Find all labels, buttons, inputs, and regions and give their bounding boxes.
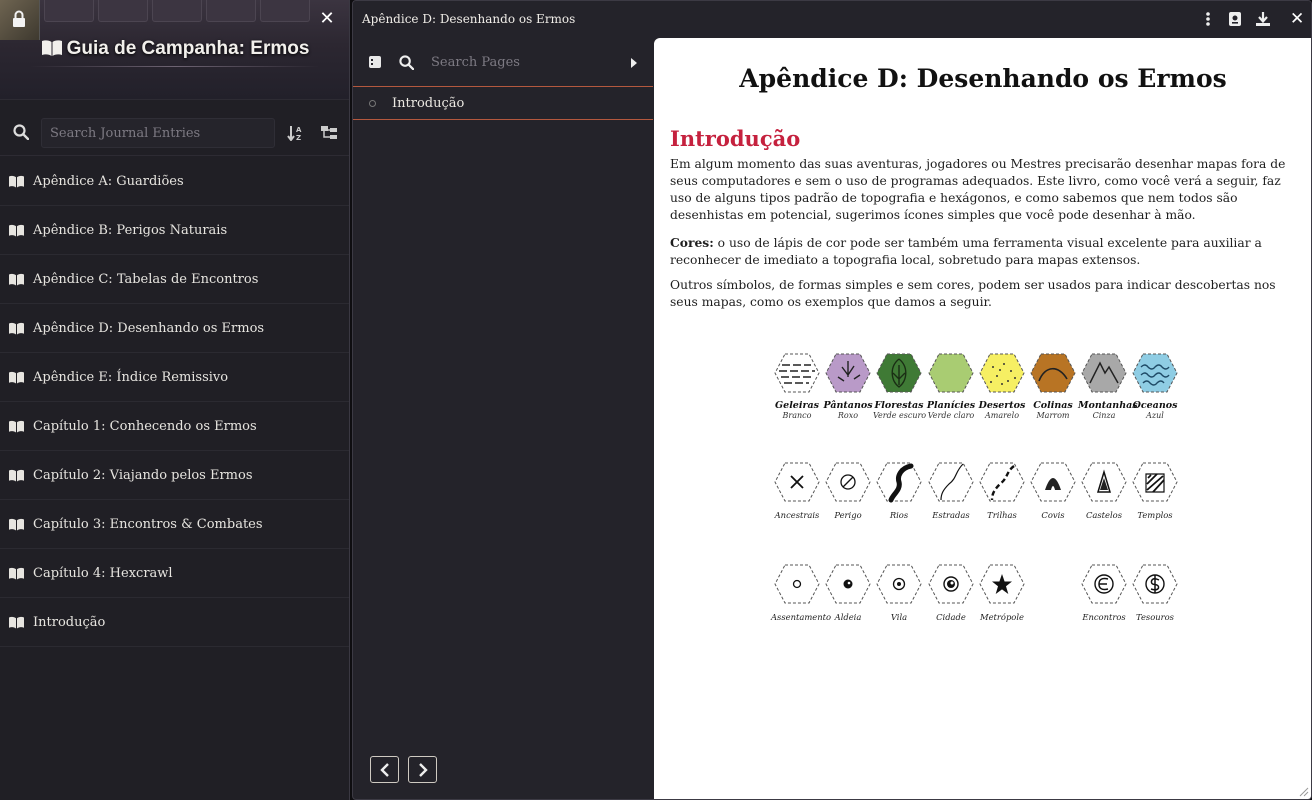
journal-entry[interactable] bbox=[0, 598, 350, 647]
window-header[interactable] bbox=[353, 1, 1312, 38]
terrain-color-name: Verde claro bbox=[927, 411, 975, 420]
terrain-color-name: Roxo bbox=[837, 411, 859, 420]
header-decoration bbox=[152, 0, 202, 22]
sidebar-title bbox=[0, 38, 350, 60]
hex-oceanos-icon bbox=[1131, 351, 1179, 395]
terrain-color-name: Amarelo bbox=[984, 411, 1020, 420]
journal-entry-label: Apêndice A: Guardiões bbox=[33, 173, 184, 189]
book-open-icon bbox=[8, 518, 25, 531]
hex-montanhas-icon bbox=[1080, 351, 1128, 395]
book-open-icon bbox=[8, 322, 25, 335]
symbol-legend-item bbox=[976, 460, 1028, 520]
symbol-name: Castelos bbox=[1085, 510, 1123, 520]
hex-planicies-icon bbox=[927, 351, 975, 395]
journal-search-bar bbox=[0, 110, 350, 156]
terrain-name: Desertos bbox=[978, 400, 1026, 411]
sidebar-toggle-icon[interactable] bbox=[368, 55, 382, 69]
terrain-color-name: Azul bbox=[1146, 411, 1164, 420]
book-open-icon bbox=[8, 371, 25, 384]
colors-label: Cores: bbox=[670, 235, 714, 250]
sidebar-header bbox=[0, 0, 350, 100]
river-icon bbox=[875, 460, 923, 504]
symbol-name: Ancestrais bbox=[774, 510, 820, 520]
terrain-name: Colinas bbox=[1033, 400, 1073, 411]
header-decoration bbox=[260, 0, 310, 22]
road-icon bbox=[927, 460, 975, 504]
journal-entry-label: Capítulo 3: Encontros & Combates bbox=[33, 516, 263, 532]
symbol-legend-item bbox=[873, 562, 925, 622]
svg-text:A: A bbox=[296, 126, 302, 134]
journal-entry-label: Apêndice C: Tabelas de Encontros bbox=[33, 271, 259, 287]
next-page-button[interactable] bbox=[408, 756, 437, 783]
page-list bbox=[353, 88, 653, 120]
terrain-name: Florestas bbox=[874, 400, 924, 411]
journal-entry-label: Capítulo 1: Conhecendo os Ermos bbox=[33, 418, 257, 434]
hex-desertos-icon bbox=[978, 351, 1026, 395]
journal-entry-list bbox=[0, 157, 350, 647]
journal-entry[interactable] bbox=[0, 304, 350, 353]
book-open-icon bbox=[8, 224, 25, 237]
journal-sidebar bbox=[0, 0, 350, 800]
journal-entry-label: Apêndice E: Índice Remissivo bbox=[33, 369, 229, 385]
symbol-name: Assentamento bbox=[771, 612, 832, 622]
temple-icon bbox=[1131, 460, 1179, 504]
header-decoration bbox=[44, 0, 94, 22]
book-open-icon bbox=[8, 420, 25, 433]
symbols-paragraph: Outros símbolos, de formas simples e sem cores, podem ser usados para indicar descobertas nos seus mapas, como os exemplos que damos a seguir. bbox=[670, 278, 1276, 309]
book-open-icon bbox=[8, 616, 25, 629]
symbol-name: Cidade bbox=[936, 612, 966, 622]
journal-entry[interactable] bbox=[0, 255, 350, 304]
journal-entry-label: Apêndice B: Perigos Naturais bbox=[33, 222, 228, 238]
symbol-name: Templos bbox=[1137, 510, 1173, 520]
resize-handle-icon[interactable] bbox=[1299, 787, 1309, 797]
hex-geleiras-icon bbox=[773, 351, 821, 395]
header-decoration bbox=[98, 0, 148, 22]
trail-icon bbox=[978, 460, 1026, 504]
folder-tree-icon[interactable] bbox=[320, 125, 338, 141]
download-icon[interactable] bbox=[1255, 11, 1271, 27]
search-icon bbox=[399, 55, 414, 70]
symbol-name: Covis bbox=[1041, 510, 1065, 520]
lair-icon bbox=[1029, 460, 1077, 504]
page-search-input[interactable] bbox=[431, 51, 611, 73]
document-icon[interactable] bbox=[1228, 11, 1242, 27]
journal-entry[interactable] bbox=[0, 206, 350, 255]
journal-entry-label: Capítulo 4: Hexcrawl bbox=[33, 565, 173, 581]
settlement-icon bbox=[773, 562, 821, 606]
journal-entry[interactable] bbox=[0, 157, 350, 206]
encounter-icon bbox=[1080, 562, 1128, 606]
danger-icon bbox=[824, 460, 872, 504]
terrain-name: Montanhas bbox=[1078, 400, 1138, 411]
journal-entry[interactable] bbox=[0, 500, 350, 549]
lock-icon bbox=[8, 8, 30, 30]
terrain-name: Planícies bbox=[926, 400, 976, 411]
symbol-legend-item bbox=[822, 460, 874, 520]
terrain-legend-item bbox=[771, 351, 823, 420]
journal-entry[interactable] bbox=[0, 353, 350, 402]
close-icon[interactable]: ✕ bbox=[1290, 9, 1305, 29]
page-list-label: Introdução bbox=[392, 96, 465, 111]
symbol-legend-item bbox=[1129, 562, 1181, 622]
terrain-name: Geleiras bbox=[775, 400, 819, 411]
symbol-legend-item bbox=[1129, 460, 1181, 520]
symbol-legend-item bbox=[1027, 460, 1079, 520]
hex-florestas-icon bbox=[875, 351, 923, 395]
symbol-legend-item bbox=[976, 562, 1028, 622]
symbol-name: Tesouros bbox=[1136, 612, 1174, 622]
symbol-legend-item bbox=[771, 562, 832, 622]
book-open-icon bbox=[8, 469, 25, 482]
terrain-legend-item bbox=[822, 351, 874, 420]
terrain-color-name: Branco bbox=[782, 411, 812, 420]
search-icon bbox=[13, 124, 29, 140]
journal-entry[interactable] bbox=[0, 402, 350, 451]
terrain-legend-item bbox=[976, 351, 1028, 420]
page-content bbox=[654, 38, 1312, 800]
treasure-icon bbox=[1131, 562, 1179, 606]
symbol-name: Vila bbox=[890, 612, 908, 622]
symbol-legend-item bbox=[1078, 460, 1130, 520]
symbol-name: Rios bbox=[889, 510, 909, 520]
symbol-name: Aldeia bbox=[834, 612, 862, 622]
journal-search-input[interactable] bbox=[41, 118, 275, 148]
journal-entry[interactable] bbox=[0, 451, 350, 500]
chevron-left-icon bbox=[380, 763, 390, 777]
caret-right-icon[interactable] bbox=[630, 57, 638, 69]
book-open-icon bbox=[8, 175, 25, 188]
city-icon bbox=[927, 562, 975, 606]
journal-window bbox=[352, 0, 1312, 800]
town-icon bbox=[875, 562, 923, 606]
symbol-name: Estradas bbox=[932, 510, 970, 520]
symbol-legend-item bbox=[1078, 562, 1130, 622]
x-mark-icon bbox=[773, 460, 821, 504]
sort-alpha-icon[interactable] bbox=[287, 125, 305, 141]
symbol-name: Perigo bbox=[834, 510, 862, 520]
symbol-legend-item bbox=[822, 562, 874, 622]
sidebar-title-text: Guia de Campanha: Ermos bbox=[66, 38, 310, 59]
colors-paragraph bbox=[670, 234, 1298, 269]
symbol-legend-item bbox=[771, 460, 823, 520]
symbol-legend-item bbox=[873, 460, 925, 520]
journal-entry-label: Apêndice D: Desenhando os Ermos bbox=[33, 320, 265, 336]
symbol-legend-item bbox=[925, 562, 977, 622]
section-heading: Introdução bbox=[670, 126, 801, 151]
svg-text:Z: Z bbox=[296, 134, 302, 141]
intro-paragraph: Em algum momento das suas aventuras, jogadores ou Mestres precisarão desenhar mapas fora de seus computadores e sem o uso de programas adequados. Este livro, como você verá a seguir, faz uso de alguns tipos padrão de topografia e hexágonos, e como sabemos que nem todos são desenhistas em potencial, sugerimos ícones simples que você pode desenhar à mão. bbox=[670, 157, 1286, 222]
window-title: Apêndice D: Desenhando os Ermos bbox=[362, 12, 576, 26]
terrain-legend-item bbox=[1129, 351, 1181, 420]
terrain-name: Oceanos bbox=[1132, 400, 1178, 411]
colors-text: o uso de lápis de cor pode ser também uma ferramenta visual excelente para auxiliar a reconhecer de imediato a topografia local, sobretudo para mapas extensos. bbox=[670, 236, 1262, 267]
journal-entry-label: Introdução bbox=[33, 614, 106, 630]
symbol-legend-item bbox=[925, 460, 977, 520]
hex-pantanos-icon bbox=[824, 351, 872, 395]
castle-icon bbox=[1080, 460, 1128, 504]
village-icon bbox=[824, 562, 872, 606]
previous-page-button[interactable] bbox=[370, 756, 399, 783]
symbol-name: Encontros bbox=[1082, 612, 1126, 622]
more-options-icon[interactable] bbox=[1205, 11, 1211, 27]
divider bbox=[30, 66, 320, 67]
header-decoration bbox=[206, 0, 256, 22]
symbol-name: Metrópole bbox=[980, 612, 1024, 622]
terrain-color-name: Cinza bbox=[1092, 411, 1116, 420]
pages-toolbar bbox=[353, 38, 653, 87]
hex-colinas-icon bbox=[1029, 351, 1077, 395]
page-list-item[interactable] bbox=[353, 88, 653, 120]
terrain-legend-item bbox=[1078, 351, 1138, 420]
terrain-legend-item bbox=[873, 351, 925, 420]
terrain-name: Pântanos bbox=[823, 400, 873, 411]
terrain-legend-item bbox=[1027, 351, 1079, 420]
compendium-emblem bbox=[0, 0, 40, 40]
symbol-name: Trilhas bbox=[987, 510, 1017, 520]
terrain-color-name: Verde escuro bbox=[873, 411, 927, 420]
terrain-legend-item bbox=[925, 351, 977, 420]
chevron-right-icon bbox=[418, 763, 428, 777]
book-open-icon bbox=[8, 273, 25, 286]
page-indicator-icon bbox=[369, 100, 376, 107]
page-title: Apêndice D: Desenhando os Ermos bbox=[739, 64, 1227, 93]
close-icon[interactable]: ✕ bbox=[319, 8, 335, 29]
metropolis-icon bbox=[978, 562, 1026, 606]
journal-entry-label: Capítulo 2: Viajando pelos Ermos bbox=[33, 467, 253, 483]
book-open-icon bbox=[41, 39, 63, 57]
terrain-color-name: Marrom bbox=[1036, 411, 1070, 420]
book-open-icon bbox=[8, 567, 25, 580]
journal-entry[interactable] bbox=[0, 549, 350, 598]
